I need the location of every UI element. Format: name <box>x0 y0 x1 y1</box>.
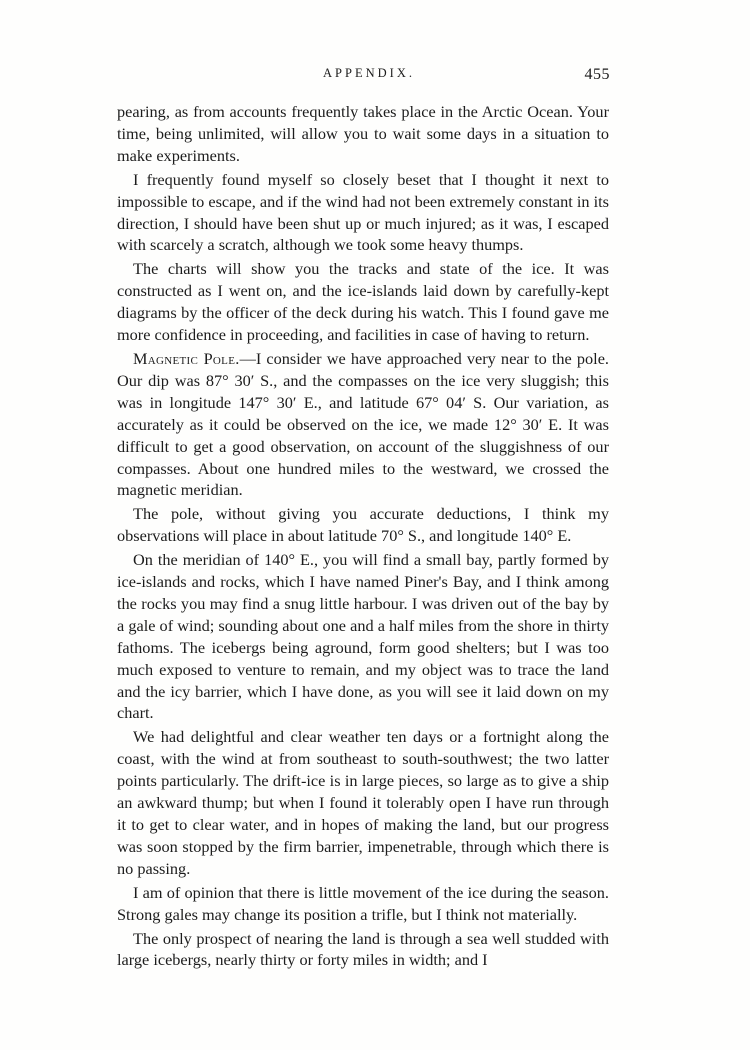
page-number: 455 <box>584 66 610 83</box>
running-head <box>118 66 610 90</box>
paragraph-continuation: pearing, as from accounts frequently takes place in the Arctic Ocean. Your time, being unlimited, will allow you to wait some days in a situation to make experiments. <box>117 102 609 165</box>
paragraph-piners-bay: On the meridian of 140° E., you will find a small bay, partly formed by ice-islands and rocks, which I have named Piner's Bay, and I think among the rocks you may find a snug little harbour. I was driven out of the bay by a gale of wind; sounding about one and a half miles from the shore in thirty fathoms. The icebergs being aground, form good shelters; but I was too much exposed to venture to remain, and my object was to trace the land and the icy barrier, which I have done, as you will see it laid down on my chart. <box>117 550 609 723</box>
paragraph-ice-movement: I am of opinion that there is little movement of the ice during the season. Strong gales may change its position a trifle, but I think not materially. <box>117 882 609 924</box>
running-title: APPENDIX. <box>323 66 415 80</box>
paragraph-weather: We had delightful and clear weather ten days or a fortnight along the coast, with the wind at from southeast to south-southwest; the two latter points particularly. The drift-ice is in large pieces, so large as to give a ship an awkward thump; but when I found it tolerably open I have run through it to get to clear water, and in hopes of making the land, but our progress was soon stopped by the firm barrier, impenetrable, through which there is no passing. <box>117 727 609 878</box>
section-heading-magnetic-pole: Magnetic Pole. <box>133 348 240 368</box>
paragraph-pole-position: The pole, without giving you accurate deductions, I think my observations will place in about latitude 70° S., and longitude 140° E. <box>117 504 609 546</box>
paragraph-magnetic-pole <box>117 348 609 501</box>
paragraph-charts: The charts will show you the tracks and state of the ice. It was constructed as I went on, and the ice-islands laid down by carefully-kept diagrams by the officer of the deck during his watch. This I found gave me more confidence in proceeding, and facilities in case of having to return. <box>117 259 609 345</box>
body-text <box>117 101 609 973</box>
paragraph-nearing-land: The only prospect of nearing the land is through a sea well studded with large icebergs, nearly thirty or forty miles in width; and I <box>117 928 609 970</box>
paragraph-magnetic-pole-text: —I consider we have approached very near to the pole. Our dip was 87° 30′ S., and the compasses on the ice very sluggish; this was in longitude 147° 30′ E., and latitude 67° 04′ S. Our variation, as accurately as it could be observed on the ice, we made 12° 30′ E. It was difficult to get a good observation, on account of the sluggishness of our compasses. About one hundred miles to the westward, we crossed the magnetic meridian. <box>117 348 609 500</box>
paragraph-beset: I frequently found myself so closely beset that I thought it next to impossible to escape, and if the wind had not been extremely constant in its direction, I should have been shut up or much injured; as it was, I escaped with scarcely a scratch, although we took some heavy thumps. <box>117 169 609 255</box>
